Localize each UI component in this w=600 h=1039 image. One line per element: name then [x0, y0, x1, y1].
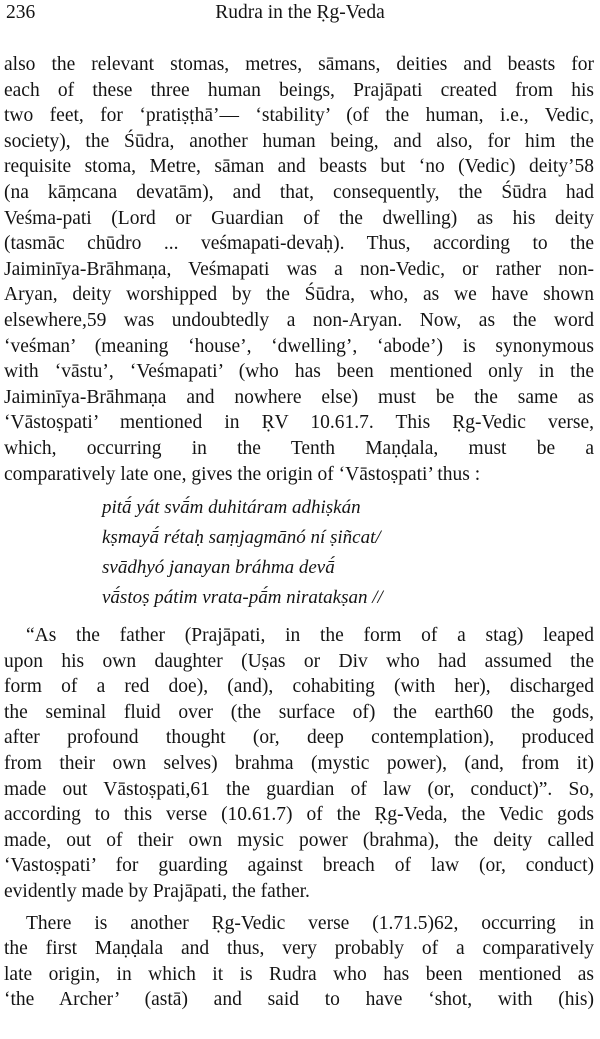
text-line: the first Maṇḍala and thus, very probably of a comparatively	[4, 938, 594, 960]
text-line: Veśma-pati (Lord or Guardian of the dwelling) as his deity	[4, 207, 594, 229]
verse-line: pitā́ yát svā́m duhitáram adhiṣkán	[102, 497, 361, 519]
text-line: ‘Vastoṣpati’ for guarding against breach of law (or, conduct)	[4, 855, 594, 877]
text-line: Jaiminīya-Brāhmaṇa and nowhere else) must be the same as	[4, 386, 594, 408]
paragraph-1	[4, 52, 594, 487]
running-title: Rudra in the Ṛg-Veda	[215, 2, 385, 23]
text-line: each of these three human beings, Prajāpati created from his	[4, 79, 594, 101]
text-line: Jaiminīya-Brāhmaṇa, Veśmapati was a non-Vedic, or rather non-	[4, 258, 594, 280]
text-line: upon his own daughter (Uṣas or Div who had assumed the	[4, 650, 594, 672]
text-line: (tasmāc chūdro ... veśmapati-devaḥ). Thus, according to the	[4, 233, 594, 255]
text-line: ‘veśman’ (meaning ‘house’, ‘dwelling’, ‘abode’) is synonymous	[4, 335, 594, 357]
text-line: society), the Śūdra, another human being, and also, for him the	[4, 130, 594, 152]
text-line: according to this verse (10.61.7) of the Ṛg-Veda, the Vedic gods	[4, 804, 594, 826]
verse-line: kṣmayā́ rétaḥ saṃjagmānó ní ṣiñcat/	[102, 527, 381, 549]
text-line: after profound thought (or, deep contemplation), produced	[4, 727, 594, 749]
page-header	[0, 2, 600, 32]
verse-line: vā́stoṣ pátim vrata-pā́m niratakṣan //	[102, 587, 383, 609]
verse-block	[102, 493, 594, 613]
text-line: made, out of their own mysic power (brahma), the deity called	[4, 829, 594, 851]
text-line: There is another Ṛg-Vedic verse (1.71.5)62, occurring in	[26, 912, 594, 934]
paragraph-3	[4, 911, 594, 1013]
text-line: late origin, in which it is Rudra who has been mentioned as	[4, 963, 594, 985]
text-line: ‘the Archer’ (astā) and said to have ‘shot, with (his)	[4, 989, 594, 1011]
text-line: requisite stoma, Metre, sāman and beasts but ‘no (Vedic) deity’58	[4, 156, 594, 178]
text-line: comparatively late one, gives the origin of ‘Vāstoṣpati’ thus :	[4, 463, 481, 485]
text-line: (na kāṃcana devatām), and that, consequently, the Śūdra had	[4, 181, 594, 203]
text-line: from their own selves) brahma (mystic power), (and, from it)	[4, 753, 594, 775]
verse-line: svādhyó janayan bráhma devā́	[102, 557, 335, 579]
text-line: the seminal fluid over (the surface of) the earth60 the gods,	[4, 701, 594, 723]
text-line: two feet, for ‘pratiṣṭhā’— ‘stability’ (of the human, i.e., Vedic,	[4, 105, 594, 127]
text-line: with ‘vāstu’, ‘Veśmapati’ (who has been mentioned only in the	[4, 361, 594, 383]
text-line: Aryan, deity worshipped by the Śūdra, who, as we have shown	[4, 284, 594, 306]
page-number: 236	[6, 2, 36, 23]
text-line: elsewhere,59 was undoubtedly a non-Aryan. Now, as the word	[4, 309, 594, 331]
text-line: form of a red doe), (and), cohabiting (with her), discharged	[4, 676, 594, 698]
text-line: evidently made by Prajāpati, the father.	[4, 881, 310, 903]
text-line: which, occurring in the Tenth Maṇḍala, must be a	[4, 437, 594, 459]
text-line: made out Vāstoṣpati,61 the guardian of law (or, conduct)”. So,	[4, 778, 594, 800]
text-line: also the relevant stomas, metres, sāmans, deities and beasts for	[4, 54, 594, 75]
text-line: “As the father (Prajāpati, in the form of a stag) leaped	[26, 625, 594, 647]
body-text	[4, 52, 594, 1013]
paragraph-2	[4, 623, 594, 905]
text-line: ‘Vāstoṣpati’ mentioned in ṚV 10.61.7. This Ṛg-Vedic verse,	[4, 412, 594, 434]
